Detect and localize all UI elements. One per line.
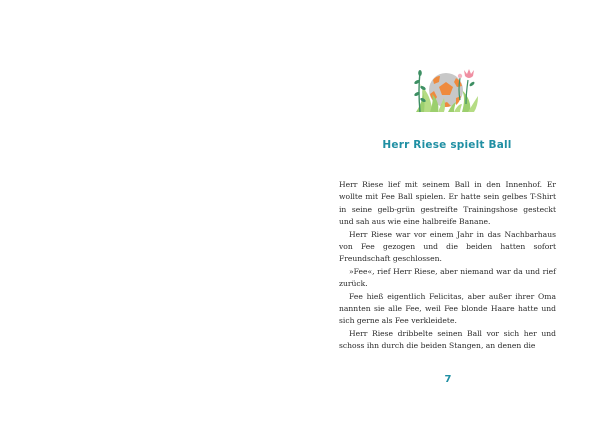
paragraph-3: »Fee«, rief Herr Riese, aber niemand war da und rief zurück.: [339, 266, 556, 289]
chapter-title: Herr Riese spielt Ball: [382, 139, 512, 151]
paragraph-4: Fee hieß eigentlich Felicitas, aber außer ihrer Oma nannten sie alle Fee, weil Fee blonde Haare hatte und sich gerne als Fee verkleidete.: [339, 291, 556, 326]
page-number: 7: [444, 374, 452, 385]
chapter-body-text: [339, 179, 556, 353]
right-page: [300, 0, 600, 424]
paragraph-2: Herr Riese war vor einem Jahr in das Nachbarhaus von Fee gezogen und die beiden hatten sofort Freundschaft geschlossen.: [339, 229, 556, 264]
paragraph-5: Herr Riese dribbelte seinen Ball vor sich her und schoss ihn durch die beiden Stangen, an denen die: [339, 328, 556, 351]
paragraph-1: Herr Riese lief mit seinem Ball in den Innenhof. Er wollte mit Fee Ball spielen. Er hatte sein gelbes T-Shirt in seine gelb-grün gestreifte Trainingshose gesteckt und sah aus wie eine halbreife Banane.: [339, 180, 556, 227]
soccer-ball-illustration-icon: [412, 60, 482, 114]
